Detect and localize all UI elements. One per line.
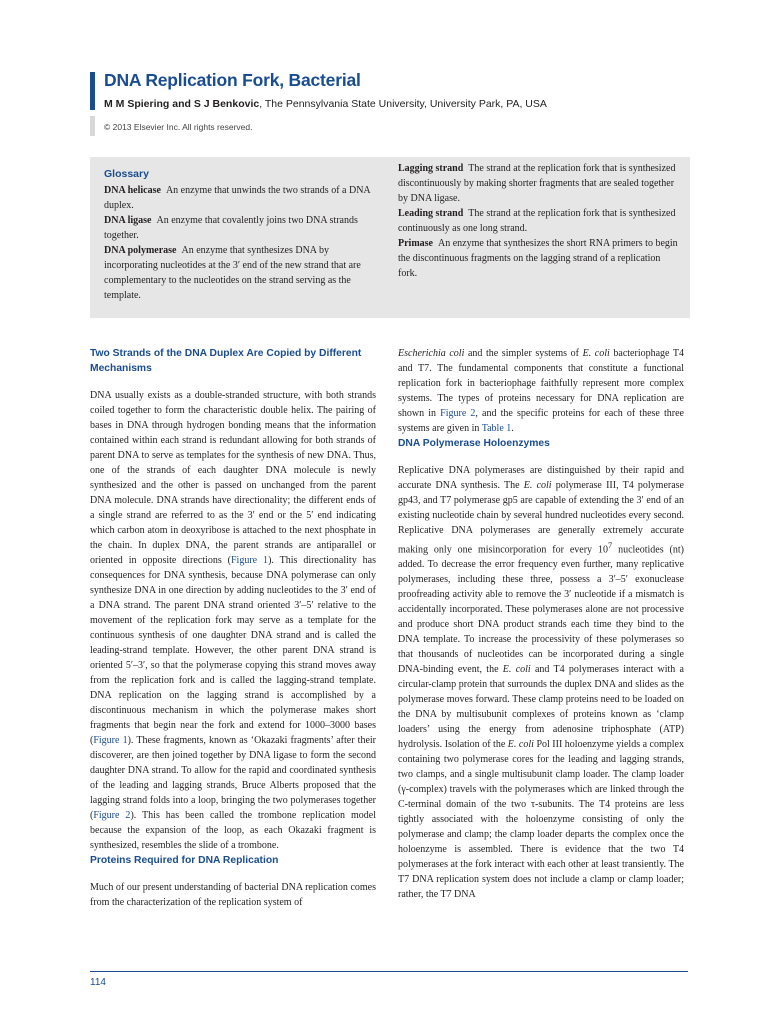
page-number: 114 <box>90 977 106 988</box>
glossary-entry <box>398 206 678 236</box>
footer-rule <box>90 971 688 972</box>
section-heading-holoenzymes: DNA Polymerase Holoenzymes <box>398 438 550 449</box>
figure-2-link[interactable]: Figure 2 <box>440 408 476 419</box>
paragraph-holoenzymes <box>398 463 684 902</box>
text-run: bacteriophage T4 and T7. The fundamental components that constitute a functional replication fork in bacteriophage faithfully represent more complex systems. The types of proteins necessary for DNA replication are shown in <box>398 348 684 419</box>
author-line <box>104 98 547 110</box>
figure-1-link[interactable]: Figure 1 <box>231 555 269 566</box>
glossary-definition: The strand at the replication fork that is synthesized discontinuously by making shorter fragments that are sealed together by DNA ligase. <box>398 163 676 204</box>
text-run: nucleotides (nt) added. To decrease the error frequency even further, many replicative polymerases, including these three, possess a 3′–5′ exonuclease proofreading activity able to remove the 3′ nucleotide if a mismatch is accidentally incorporated. These polymerases alone are not processive and produce short DNA product strands each time they bind to the DNA template. To increase the processivity of these polymerases so that thousands of nucleotides can be incorporated during a single DNA-binding event, the <box>398 544 684 676</box>
glossary-left-column <box>104 167 384 303</box>
species-name: E. coli <box>502 664 531 676</box>
text-run: and T4 polymerases interact with a circular-clamp protein that surrounds the duplex DNA and slides as the polymerase moves forward. These clamp proteins need to be loaded on the DNA by multisubunit complexes of proteins known as ‘clamp loaders’ using the energy from adenosine triphosphate (ATP) hydrolysis. Isolation of the <box>398 664 684 751</box>
left-text-column <box>90 346 376 910</box>
glossary-term: DNA ligase <box>104 215 152 226</box>
glossary-definition: An enzyme that synthesizes the short RNA primers to begin the discontinuous fragments on the lagging strand of a replication fork. <box>398 238 678 279</box>
glossary-entry <box>398 236 678 281</box>
glossary-heading: Glossary <box>104 168 149 180</box>
glossary-box <box>90 157 690 318</box>
glossary-entry <box>104 243 384 303</box>
glossary-entry <box>104 213 384 243</box>
glossary-term: DNA polymerase <box>104 245 177 256</box>
author-names: M M Spiering and S J Benkovic <box>104 98 260 110</box>
glossary-term: DNA helicase <box>104 185 161 196</box>
glossary-right-column <box>398 161 678 281</box>
title-accent-bar <box>90 72 95 110</box>
right-text-column <box>398 346 684 902</box>
article-title: DNA Replication Fork, Bacterial <box>104 70 361 90</box>
text-run: polymerase III, T4 polymerase gp43, and T7 polymerase gp5 are capable of extending the 3′ end of an existing nucleotide chain by several hundred nucleotides every second. Replicative DNA polymerases are generally extremely accurate making only one misincorporation for every 10 <box>398 480 684 556</box>
text-run: Replicative DNA polymerases are distinguished by their rapid and accurate DNA synthesis. The <box>398 465 684 491</box>
text-run: , and the specific proteins for each of these three systems are given in <box>398 408 684 434</box>
glossary-definition: An enzyme that synthesizes DNA by incorporating nucleotides at the 3′ end of the new strand that are complementary to the nucleotides on the strand serving as the template. <box>104 245 361 301</box>
text-run: DNA usually exists as a double-stranded structure, with both strands coiled together to form the characteristic double helix. The pairing of bases in DNA through hydrogen bonding means that the information contained within each strand is redundant allowing for both strands of parent DNA to serve as templates for the synthesis of new DNA. Thus, one of the strands of each daughter DNA molecule is newly synthesized and the other is passed on unchanged from the parent DNA molecule. DNA strands have directionality; the different ends of a single strand are referred to as the 3′ end or the 5′ end indicating which carbon atom in deoxyribose is attached to the next phosphate in the chain. In duplex DNA, the parent strands are antiparallel or oriented in opposite directions ( <box>90 390 376 566</box>
section-heading-proteins: Proteins Required for DNA Replication <box>90 855 279 866</box>
text-run: ). This has been called the trombone replication model because the expansion of the loop, as each Okazaki fragment is synthesized, resembles the slide of a trombone. <box>90 810 377 851</box>
copyright-notice: © 2013 Elsevier Inc. All rights reserved. <box>104 122 253 132</box>
glossary-entry <box>104 183 384 213</box>
figure-1-link[interactable]: Figure 1 <box>93 735 128 746</box>
glossary-definition: An enzyme that unwinds the two strands of a DNA duplex. <box>104 185 371 211</box>
glossary-definition: The strand at the replication fork that is synthesized continuously as one long strand. <box>398 208 676 234</box>
copyright-accent-bar <box>90 116 95 136</box>
species-name: E. coli <box>582 348 610 359</box>
text-run: Much of our present understanding of bacterial DNA replication comes from the characterization of the replication system of <box>90 882 376 908</box>
species-name: E. coli <box>507 739 534 751</box>
species-name: Escherichia coli <box>398 348 465 359</box>
glossary-term: Primase <box>398 238 433 249</box>
section-heading-two-strands: Two Strands of the DNA Duplex Are Copied by Different Mechanisms <box>90 348 362 374</box>
paragraph-dna-duplex <box>90 388 376 853</box>
paragraph-proteins-continued <box>398 346 684 436</box>
glossary-definition: An enzyme that covalently joins two DNA strands together. <box>104 215 358 241</box>
glossary-term: Leading strand <box>398 208 464 219</box>
text-run: ). These fragments, known as ‘Okazaki fragments’ after their discoverer, are then joined together by DNA ligase to form the second daughter DNA strand. To allow for the rapid and coordinated synthesis of the leading and lagging strands, Bruce Alberts proposed that the lagging strand folds into a loop, bringing the two polymerases together ( <box>90 735 376 821</box>
species-name: E. coli <box>523 480 552 491</box>
glossary-term: Lagging strand <box>398 163 464 174</box>
glossary-entry <box>398 161 678 206</box>
figure-2-link[interactable]: Figure 2 <box>93 810 131 821</box>
author-affiliation: , The Pennsylvania State University, University Park, PA, USA <box>259 98 547 110</box>
text-run: Pol III holoenzyme yields a complex containing two polymerase cores for the leading and lagging strands, two clamps, and a single multisubunit clamp loader. The clamp loader (γ-complex) travels with the polymerases which are linked through the C-terminal domain of the two τ-subunits. The T4 proteins are less tightly associated with the holoenzyme consisting of only the polymerase and clamp; the clamp loader departs the complex once the holoenzyme is assembled. There is evidence that the two T4 polymerases at the fork interact with each other at least transiently. The T7 DNA replication system does not include a clamp or clamp loader; rather, the T7 DNA <box>398 739 684 901</box>
table-1-link[interactable]: Table 1 <box>481 423 512 434</box>
text-run: ). This directionality has consequences for DNA synthesis, because DNA polymerase can only synthesize DNA in one direction by adding nucleotides to the 3′ end of a DNA strand. The parent DNA strand oriented 3′–5′ relative to the movement of the replication fork may serve as a template for the continuous synthesis of one daughter DNA strand and is called the leading-strand template. However, the other parent DNA strand is oriented 5′–3′, so that the polymerase copying this strand moves away from the replication fork and is called the lagging-strand template. DNA replication on the lagging strand is accomplished by a discontinuous mechanism in which the polymerase makes short fragments that begin near the fork and extend for 1000–3000 bases ( <box>90 555 376 746</box>
paragraph-proteins-start <box>90 880 376 910</box>
exponent: 7 <box>607 541 613 550</box>
text-run: . <box>511 423 514 434</box>
text-run: and the simpler systems of <box>464 348 583 359</box>
